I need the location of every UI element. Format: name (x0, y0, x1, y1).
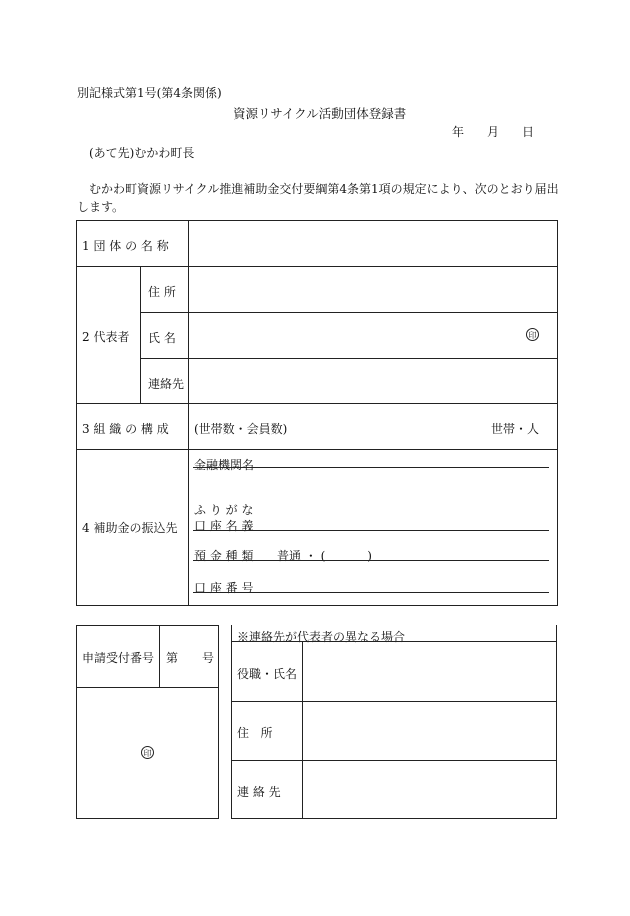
contact-phone-label: 連 絡 先 (237, 785, 281, 799)
deposit-type-line[interactable] (193, 560, 549, 561)
account-number-line[interactable] (193, 592, 549, 593)
contact-box-bottom (231, 818, 557, 819)
document-title: 資源リサイクル活動団体登録書 (233, 106, 407, 121)
bank-name-line[interactable] (193, 467, 549, 468)
form-reference: 別記様式第1号(第4条関係) (77, 86, 222, 100)
receipt-divider (76, 687, 219, 688)
receipt-dai: 第 (166, 651, 179, 665)
receipt-column-divider (159, 625, 160, 687)
organization-size-unit: 世帯・人 (491, 422, 540, 436)
rep-name-label: 氏 名 (148, 331, 176, 345)
contact-note: ※連絡先が代表者の異なる場合 (237, 630, 406, 644)
contact-box-left (231, 625, 232, 819)
date-day-label: 日 (522, 125, 535, 139)
receipt-number-label: 申請受付番号 (82, 651, 155, 665)
contact-phone-field[interactable] (303, 761, 555, 817)
rep-address-label: 住 所 (148, 285, 176, 299)
contact-address-label: 住 所 (237, 726, 273, 740)
account-number-label: 口 座 番 号 (194, 581, 254, 595)
row-divider (76, 449, 558, 450)
account-name-label: 口 座 名 義 (194, 519, 254, 533)
date-month-label: 月 (487, 125, 500, 139)
deposit-type-label: 預 金 種 類 (194, 549, 254, 563)
row1-label: 1 団 体 の 名 称 (82, 239, 169, 253)
organization-name-field[interactable] (190, 222, 556, 264)
column-divider (188, 220, 189, 606)
contact-title-name-field[interactable] (303, 642, 555, 700)
row-divider (140, 358, 558, 359)
rep-contact-label: 連絡先 (148, 377, 185, 391)
row-divider (140, 312, 558, 313)
intro-text-line2: します。 (77, 200, 125, 214)
column-divider (140, 266, 141, 403)
row-divider (76, 403, 558, 404)
account-name-line[interactable] (193, 530, 549, 531)
row-divider (76, 266, 558, 267)
contact-address-field[interactable] (303, 702, 555, 759)
intro-text-line1: むかわ町資源リサイクル推進補助金交付要綱第4条第1項の規定により、次のとおり届出 (89, 182, 559, 196)
rep-address-field[interactable] (190, 268, 556, 310)
receipt-seal-icon: 印 (141, 746, 154, 759)
row2-label: 2 代表者 (82, 330, 130, 344)
furigana-label: ふ り が な (194, 503, 254, 517)
date-year-label: 年 (452, 125, 465, 139)
row3-label: 3 組 織 の 構 成 (82, 422, 169, 436)
contact-box-right (556, 625, 557, 819)
rep-name-field[interactable] (190, 314, 520, 356)
seal-icon: 印 (526, 328, 539, 341)
receipt-go: 号 (202, 651, 215, 665)
organization-size-note: (世帯数・会員数) (194, 422, 288, 436)
contact-title-name-label: 役職・氏名 (237, 667, 298, 681)
rep-contact-field[interactable] (190, 360, 556, 401)
addressee: (あて先)むかわ町長 (89, 146, 195, 160)
row4-label: 4 補助金の振込先 (82, 521, 178, 535)
deposit-type-value: 普通 ・ ( ) (277, 549, 372, 563)
bank-name-label: 金融機関名 (194, 458, 255, 472)
